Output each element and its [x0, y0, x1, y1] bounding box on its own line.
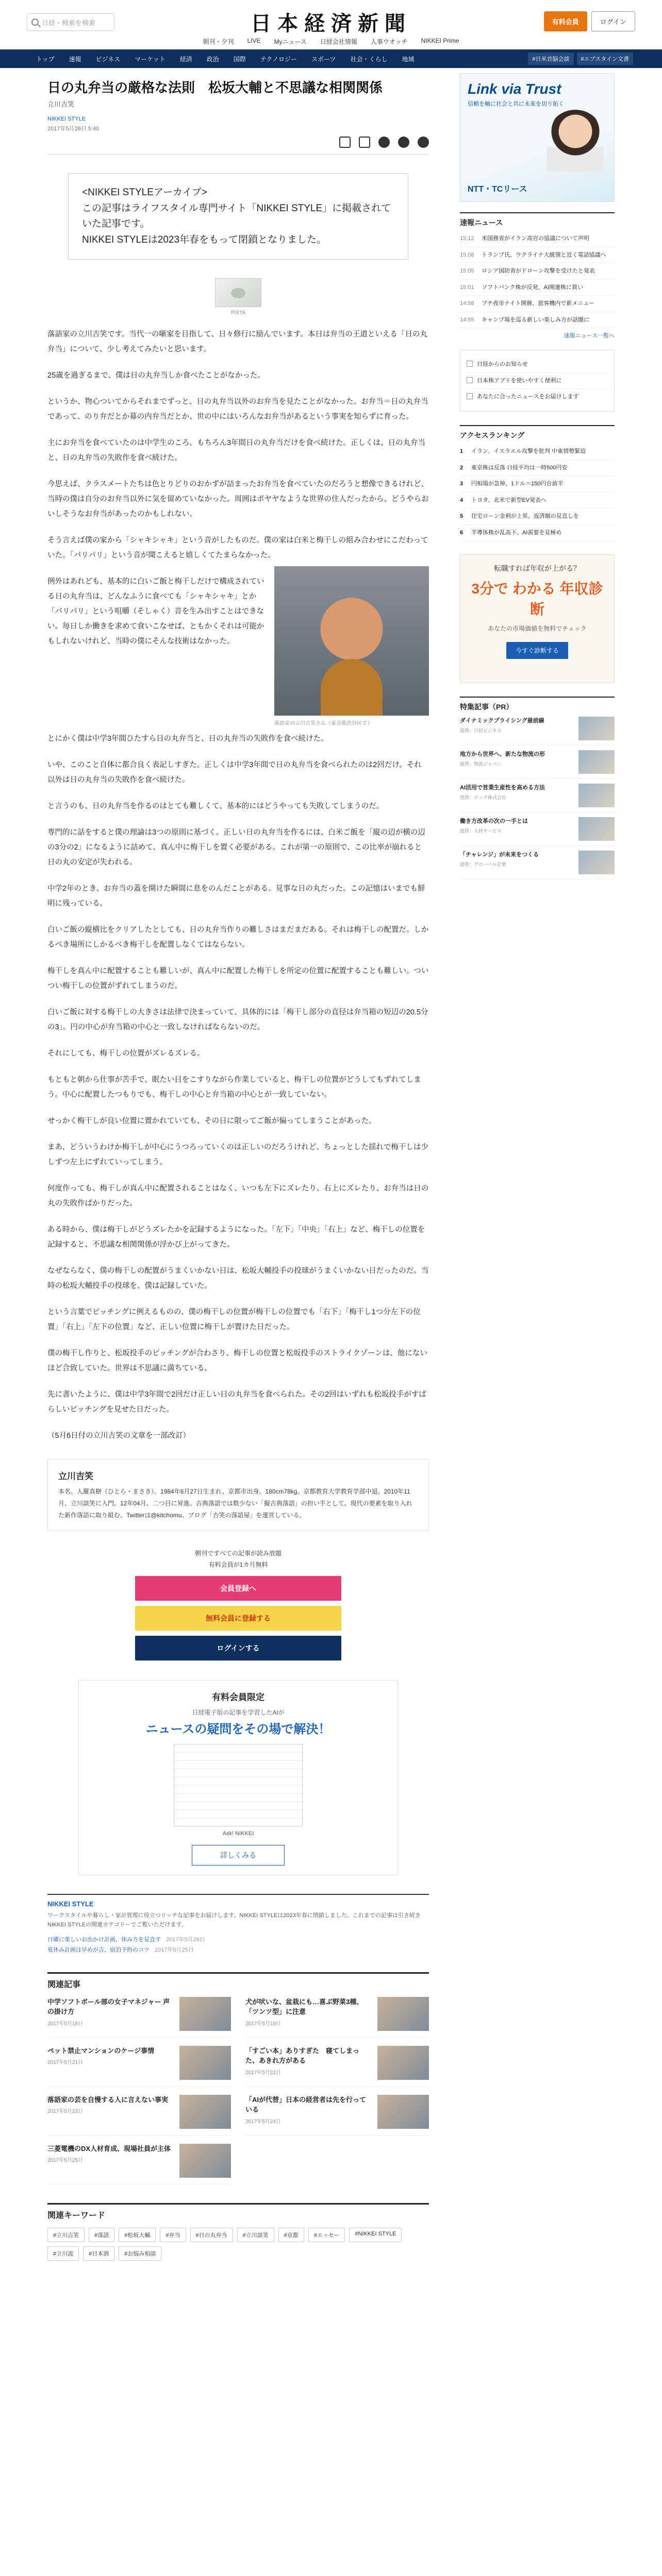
print-icon[interactable]: [339, 137, 351, 148]
pr-thumbnail: [578, 750, 615, 774]
ad2-line1: 転職すれば年収が上がる？: [494, 564, 581, 573]
paragraph: （5月6日付の立川吉笑の文章を一部改訂）: [47, 1431, 191, 1440]
promo-detail-button[interactable]: 詳しくみる: [192, 1845, 285, 1866]
nav-item[interactable]: 政治: [206, 55, 219, 63]
keyword-tag[interactable]: #松坂大輔: [119, 2228, 156, 2242]
keyword-tag[interactable]: #立川吉笑: [47, 2228, 85, 2242]
ad2-headline: 3分で わかる 年収診断: [471, 581, 603, 618]
nav-item[interactable]: 国際: [233, 55, 246, 63]
nav-item[interactable]: 経済: [179, 55, 192, 63]
ad2-sub: あなたの市場価値を無料でチェック: [488, 625, 587, 633]
paragraph: 先に書いたように、僕は中学3年間で2回だけ正しい日の丸弁当を食べられた。その2回はいずれも松坂投手がすばらしいピッチングを見せた日だった。: [47, 1390, 426, 1414]
related-item[interactable]: 三菱電機のDX人材育成、現場社員が主体 2017年5月25日: [47, 2144, 231, 2184]
pr-thumbnail: [578, 784, 615, 807]
ad-portrait: [547, 110, 604, 172]
nav-tag[interactable]: #エプスタイン文書: [577, 53, 633, 65]
paragraph: という言葉でピッチングに例えるものの、僕の梅干しの位置が梅干しの位置でも「右下」「梅干し1つ分左下の位置」「右上」「左下の位置」など、正しい位置に梅干しが置けた日だった。: [47, 1308, 421, 1331]
news-title: 速報ニュース: [460, 212, 615, 228]
register-button[interactable]: 会員登録へ: [135, 1576, 341, 1601]
checkbox-icon: [467, 361, 473, 367]
facebook-share-icon[interactable]: [398, 137, 409, 148]
subnav-item[interactable]: LIVE: [247, 37, 261, 44]
related-thumbnail: [179, 1997, 231, 2031]
pr-thumbnail: [578, 717, 615, 740]
ranking-item[interactable]: 1 イラン、イスラエル攻撃を批判 中東情勢緊迫: [460, 444, 615, 460]
photo-caption: 落語家の立川吉笑さん（東京都渋谷区で）: [274, 720, 372, 726]
paragraph: 白いご飯の縦横比をクリアしたとしても、日の丸弁当作りの難しさはまだまだある。それは梅干しの配置だ。しかるべき場所にしかるべき梅干しを配置しなくてはならない。: [47, 925, 429, 949]
paragraph: 例外はあれども、基本的に白いご飯と梅干しだけで構成されている日の丸弁当は、どんなふうに食べても「シャキシャキ」とか「パリパリ」という咀嚼（そしゃく）音を生み出すことはできない。毎日しか働きを求めて食いこなせば、ともかくそれは可能かもしれないけれど、当時の僕にそんな技術はなかった。: [47, 577, 264, 646]
search-icon: [31, 19, 39, 26]
ai-promo: [78, 1680, 398, 1875]
paragraph: 僕の梅干し作りと、松坂投手のピッチングが合わさり、梅干しの位置と松坂投手のストライクゾーンは、他にないほど合致していた。世界は不思議に満ちている。: [47, 1349, 427, 1372]
paragraph: なぜならなく、僕の梅干しの配置がうまくいかない日は、松坂大輔投手の投球がうまくいかない日だったのだ。当時の松坂大輔投手の投球を、僕は記録していた。: [47, 1266, 429, 1290]
related-item[interactable]: 落語家の芸を自慢する人に言えない事実 2017年5月23日: [47, 2095, 231, 2136]
nikkei-style-link[interactable]: 夏休み計画は早めが吉、宿泊予約のコツ 2017年5月25日: [47, 1946, 194, 1953]
promo-ask: Ask! NIKKEI: [222, 1830, 254, 1837]
profile-text: 本名、人羅真樹（ひとら・まさき）。1984年6月27日生まれ、京都市出身。180cm78kg。京都教育大学教育学部中退。2010年11月、立川談笑に入門。12年04月、二つ目に昇進。古典落語では数少ない「擬古典落語」の担い手として、現代の要素を取り入れた新作落語に取り組む。Twitterは@kitchomu、ブログ「吉笑の落語屋」を運営している。: [58, 1487, 412, 1519]
nav-item[interactable]: 地域: [402, 55, 415, 63]
keyword-tag[interactable]: #立川談笑: [237, 2228, 274, 2242]
free-register-button[interactable]: 無料会員に登録する: [135, 1606, 341, 1631]
pr-title: 特集記事（PR）: [460, 697, 615, 712]
related-item[interactable]: 中学ソフトボール部の女子マネジャー 声の掛け方 2017年5月18日: [47, 1997, 231, 2038]
search-input[interactable]: [27, 13, 114, 31]
author-photo: [274, 566, 429, 726]
ad-sub: 信頼を軸に社会と共に未来を切り拓く: [468, 101, 564, 107]
related-thumbnail: [377, 2095, 429, 2129]
sidebar: [460, 68, 615, 879]
subnav-item[interactable]: Myニュース: [274, 38, 307, 45]
checkbox-icon: [467, 393, 473, 399]
paragraph: それにしても、梅干しの位置がズレるズレる。: [47, 1049, 205, 1058]
paragraph: と言うのも、日の丸弁当を作るのはとても難しくて、基本的にはどうやっても失敗してしまうのだ。: [47, 802, 384, 810]
subnav-item[interactable]: 日経会社情報: [320, 38, 357, 45]
keyword-tag[interactable]: #京都: [278, 2228, 304, 2242]
nikkei-style-link[interactable]: 日曜に楽しいお出かけ計画、休み方を見直す 2017年5月26日: [47, 1936, 205, 1943]
paragraph: というか、物心ついてからそれまでずっと、日の丸弁当以外のお弁当を見たことがなかった。お弁当＝日の丸弁当であって、のり弁だとか幕の内弁当だとか、世の中にはいろんなお弁当があるという事実を知らずに育った。: [47, 397, 428, 421]
related-list: [47, 1997, 429, 2184]
nav-item[interactable]: マーケット: [135, 55, 166, 63]
article-title: 日の丸弁当の厳格な法則 松坂大輔と不思議な相関関係: [47, 80, 383, 95]
paragraph: 25歳を過ぎるまで、僕は日の丸弁当しか食べたことがなかった。: [47, 371, 265, 380]
ranking-item[interactable]: 2 東京株は反落 日経平均は一時500円安: [460, 460, 615, 477]
pr-item[interactable]: ダイナミックプライシング最前線 提供：日経ビジネス: [460, 712, 615, 745]
paragraph: もともと朝から仕事が苦手で、眠たい目をこすりながら作業していると、梅干しの位置がどうしてもずれてしまう。中心に配置したつもりでも、梅干しの中心と弁当箱の中心とが一致していない。: [47, 1075, 421, 1099]
keyword-tag[interactable]: #立川流: [47, 2246, 79, 2261]
article-author[interactable]: 立川吉笑: [47, 100, 75, 109]
news-item[interactable]: 14:55 キャンプ場を巡る新しい楽しみ方が話題に: [460, 312, 615, 329]
archive-notice: <NIKKEI STYLEアーカイブ> この記事はライフスタイル専門サイト「NIKKEI STYLE」に掲載されていた記事です。 NIKKEI STYLEは2023年春をもって閉鎖となりました。: [68, 173, 408, 260]
keyword-tag[interactable]: #お悩み相談: [119, 2246, 161, 2261]
paragraph: そう言えば僕の家から「シャキシャキ」という音がしたものだ。僕の家は白米と梅干しの組み合わせにこだわっていた。「パリパリ」という音が聞こえると嬉しくてたまらなかった。: [47, 536, 428, 560]
news-item[interactable]: 14:58 プチ夜市ナイト開催、旅客機内で新メニュー: [460, 296, 615, 312]
notice-box: [460, 350, 615, 412]
nav-item[interactable]: 社会・くらし: [350, 55, 388, 63]
nikkei-style-box: [47, 1894, 429, 1954]
keyword-list: [47, 2228, 429, 2261]
keyword-tag[interactable]: #日本酒: [83, 2246, 114, 2261]
related-item[interactable]: 「AIが代替」日本の経営者は先を行っている 2017年5月24日: [245, 2095, 429, 2136]
ranking-item[interactable]: 5 住宅ローン金利が上昇、返済額の見直しを: [460, 509, 615, 525]
nav-tag[interactable]: #日米首脳会談: [528, 53, 573, 65]
paragraph: 専門的に話をすると僕の理論は3つの原則に基づく。正しい日の丸弁当を作るには、白米ご飯を「縦の辺が横の辺の3分の2」になるように詰めて、真ん中に梅干しを置く必要がある。これが第一の原則で、この比率が崩れると日の丸の安定が失われる。: [47, 828, 425, 867]
sidebar-ad[interactable]: [460, 73, 615, 202]
search-placeholder: 日経・検索を検索: [42, 19, 96, 27]
pr-thumbnail: [578, 851, 615, 874]
login-lead: 朝刊ですべての記事が読み放題 有料会員が1カ月無料: [195, 1550, 282, 1568]
keyword-tag[interactable]: #エッセー: [308, 2228, 345, 2242]
promo-screenshot: [174, 1744, 303, 1826]
paragraph: とにかく僕は中学3年間ひたすら日の丸弁当と、日の丸弁当の失敗作を食べ続けた。: [47, 734, 328, 743]
nav-item[interactable]: テクノロジー: [260, 55, 297, 63]
related-thumbnail: [179, 2095, 231, 2129]
notice-row[interactable]: あなたに合ったニュースをお届けします: [467, 389, 608, 405]
image-caption: PIXTA: [230, 310, 246, 316]
ranking-item[interactable]: 3 円相場が急伸、1ドル＝150円台前半: [460, 476, 615, 493]
related-thumbnail: [377, 1997, 429, 2031]
article-column: [47, 68, 429, 2261]
ranking-item[interactable]: 6 半導体株が乱高下、AI需要を見極め: [460, 525, 615, 541]
keyword-tag[interactable]: #落語: [89, 2228, 114, 2242]
x-share-icon[interactable]: [378, 137, 390, 148]
login-box: [47, 1548, 429, 1660]
paragraph: せっかく梅干しが良い位置に置かれていても、その日に限ってご飯が偏ってしまうことがあった。: [47, 1116, 376, 1125]
ad-brand: NTT・TCリース: [468, 185, 527, 194]
related-thumbnail: [179, 2046, 231, 2080]
pr-item[interactable]: 地方から世界へ、新たな物流の形 提供：物流ジャパン: [460, 745, 615, 779]
paragraph: 中学2年のとき、お弁当の蓋を開けた瞬間に息をのんだことがある。見事な日の丸だった。この記憶はいまでも鮮明に残っている。: [47, 884, 425, 908]
article-date: 2017年5月26日 5:40: [47, 126, 100, 132]
related-item[interactable]: 犬が吠いな、盆栽にも…喜ぶ野菜3種、「ツンツ型」に注意 2017年5月19日: [245, 1997, 429, 2038]
notice-row[interactable]: 日経からのお知らせ: [467, 357, 608, 373]
news-more-link[interactable]: 速報ニュース一覧へ: [564, 333, 615, 339]
related-thumbnail: [377, 2046, 429, 2080]
subnav: [0, 37, 662, 48]
news-item[interactable]: 15:05 ロシア国防省がドローン攻撃を受けたと発表: [460, 263, 615, 280]
site-header: [0, 0, 662, 49]
paragraph: 何度作っても、梅干しが真ん中に配置されることはなく、いつも左下にズレたり、右上にズレたり、お弁当は日の丸の失敗作ばかりだった。: [47, 1184, 429, 1208]
share-bar: [47, 137, 429, 155]
keyword-tag[interactable]: #弁当: [160, 2228, 186, 2242]
notice-row[interactable]: 日本株アプリを使いやすく便利に: [467, 373, 608, 389]
subnav-item[interactable]: 朝刊・夕刊: [203, 38, 234, 45]
nikkei-style-text: ワークスタイルや暮らし・家計管理に役立つリッチな記事をお届けします。NIKKEI STYLEは2023年春に閉鎖しました。これまでの記事は引き続きNIKKEI STYLEの関連カテゴリーでご覧いただけます。: [47, 1912, 421, 1928]
related-title: 関連記事: [47, 1972, 429, 1990]
pr-thumbnail: [578, 817, 615, 841]
article-series[interactable]: NIKKEI STYLE: [47, 116, 86, 123]
paragraph: 梅干しを真ん中に配置することも難しいが、真ん中に配置した梅干しを所定の位置に配置することも難しい。ついつい梅干しの位置がずれてしまうのだ。: [47, 967, 429, 990]
site-logo[interactable]: 日本経済新聞: [251, 11, 411, 36]
pr-item[interactable]: AI活用で営業生産性を高める方法 提供：テック株式会社: [460, 779, 615, 812]
keywords-title: 関連キーワード: [47, 2203, 429, 2221]
nikkei-style-header[interactable]: NIKKEI STYLE: [47, 1900, 94, 1908]
checkbox-icon: [467, 377, 473, 383]
paragraph: いや、このこと自体に都合良く表記しすぎた。正しくは中学3年間で日の丸弁当を食べられたのは2回だけ。それ以外は日の丸弁当の失敗作を食べ続けた。: [47, 760, 422, 784]
news-item[interactable]: 15:01 ソフトバンク株が反発、AI関連株に買い: [460, 280, 615, 296]
author-profile: [47, 1459, 429, 1531]
ranking-list: [460, 444, 615, 541]
promo-lead: 日経電子版の記事を学習したAIが: [192, 1708, 285, 1716]
profile-name: 立川吉笑: [58, 1471, 93, 1481]
subnav-item[interactable]: NIKKEI Prime: [421, 37, 459, 44]
subnav-item[interactable]: 人事ウオッチ: [370, 38, 408, 45]
link-share-icon[interactable]: [418, 137, 429, 148]
paragraph: 今思えば、クラスメートたちは色とりどりのおかずが詰まったお弁当を食べていたのだろうと想像できるけれど、当時の僕は自分のお弁当以外に気を留めていなかった。周囲はポヤヤなような世界の住人だったから、どうやらおいしそうなお弁当があったのかもしれない。: [47, 480, 429, 518]
paragraph: 落語家の立川吉笑です。当代一の噺家を目指して、日々修行に励んでいます。本日は弁当の王道といえる「日の丸弁当」について、少し考えてみたいと思います。: [47, 330, 427, 353]
related-item[interactable]: 「すごい本」ありすぎた 寝てしまった、あきれ方がある 2017年5月22日: [245, 2046, 429, 2087]
keyword-tag[interactable]: #NIKKEI STYLE: [349, 2228, 402, 2242]
nav-item[interactable]: トップ: [36, 55, 55, 63]
pr-item[interactable]: 働き方改革の次の一手とは 提供：人材サービス: [460, 812, 615, 846]
news-list: [460, 231, 615, 328]
paragraph: 主にお弁当を食べていたのは中学生のころ。もちろん3年間日の丸弁当だけを食べ続けた。正しくは、日の丸弁当と、日の丸弁当の失敗作を食べ続けた。: [47, 438, 426, 462]
ad2-button[interactable]: 今すぐ診断する: [506, 642, 568, 659]
article-image: [215, 278, 261, 307]
article-body: [47, 327, 429, 1444]
main-nav: [0, 49, 662, 68]
nav-item[interactable]: ビジネス: [95, 55, 121, 63]
paragraph: まあ、どういうわけか梅干しが中心にうつろっていくのは正しいのだろうけれど、ちょっとした揺れで梅干しは少しずつ左上にずれていってしまう。: [47, 1143, 428, 1166]
ranking-item[interactable]: 4 トヨタ、北米で新型EV発表へ: [460, 493, 615, 509]
author-photo-image: [274, 566, 429, 716]
career-ad[interactable]: [460, 554, 615, 683]
paragraph: 白いご飯に対する梅干しの大きさは法律で決まっていて、具体的には「梅干し部分の直径は弁当箱の短辺の20.5分の3」。円の中心が弁当箱の中心と一致しなければならないのだ。: [47, 1008, 428, 1031]
ranking-title: アクセスランキング: [460, 425, 615, 440]
pr-item[interactable]: 「チャレンジ」が未来をつくる 提供：グローバル企業: [460, 846, 615, 879]
nav-item[interactable]: 速報: [69, 55, 81, 63]
pr-list: [460, 712, 615, 879]
subscribe-button[interactable]: 有料会員: [544, 11, 587, 31]
ad-headline: Link via Trust: [468, 81, 561, 97]
related-thumbnail: [179, 2144, 231, 2178]
news-item[interactable]: 15:08 トランプ氏、ウクライナ大統領と近く電話協議へ: [460, 247, 615, 264]
promo-big: ニュースの疑問をその場で解決！: [145, 1722, 331, 1736]
paragraph: ある時から、僕は梅干しがどうズレたかを記録するようになった。「左下」「中央」「右上」など、梅干しの位置を記録すると、不思議な相関関係が浮かび上がってきた。: [47, 1225, 425, 1249]
promo-head: 有料会員限定: [212, 1692, 264, 1702]
nav-item[interactable]: スポーツ: [311, 55, 336, 63]
news-item[interactable]: 15:12 米国務省がイラン高官の協議について声明: [460, 231, 615, 247]
login-box-button[interactable]: ログインする: [135, 1636, 341, 1660]
related-item[interactable]: ペット禁止マンションのケージ事情 2017年5月21日: [47, 2046, 231, 2087]
bookmark-icon[interactable]: [359, 137, 370, 148]
keyword-tag[interactable]: #日の丸弁当: [190, 2228, 233, 2242]
login-button[interactable]: ログイン: [591, 11, 635, 31]
